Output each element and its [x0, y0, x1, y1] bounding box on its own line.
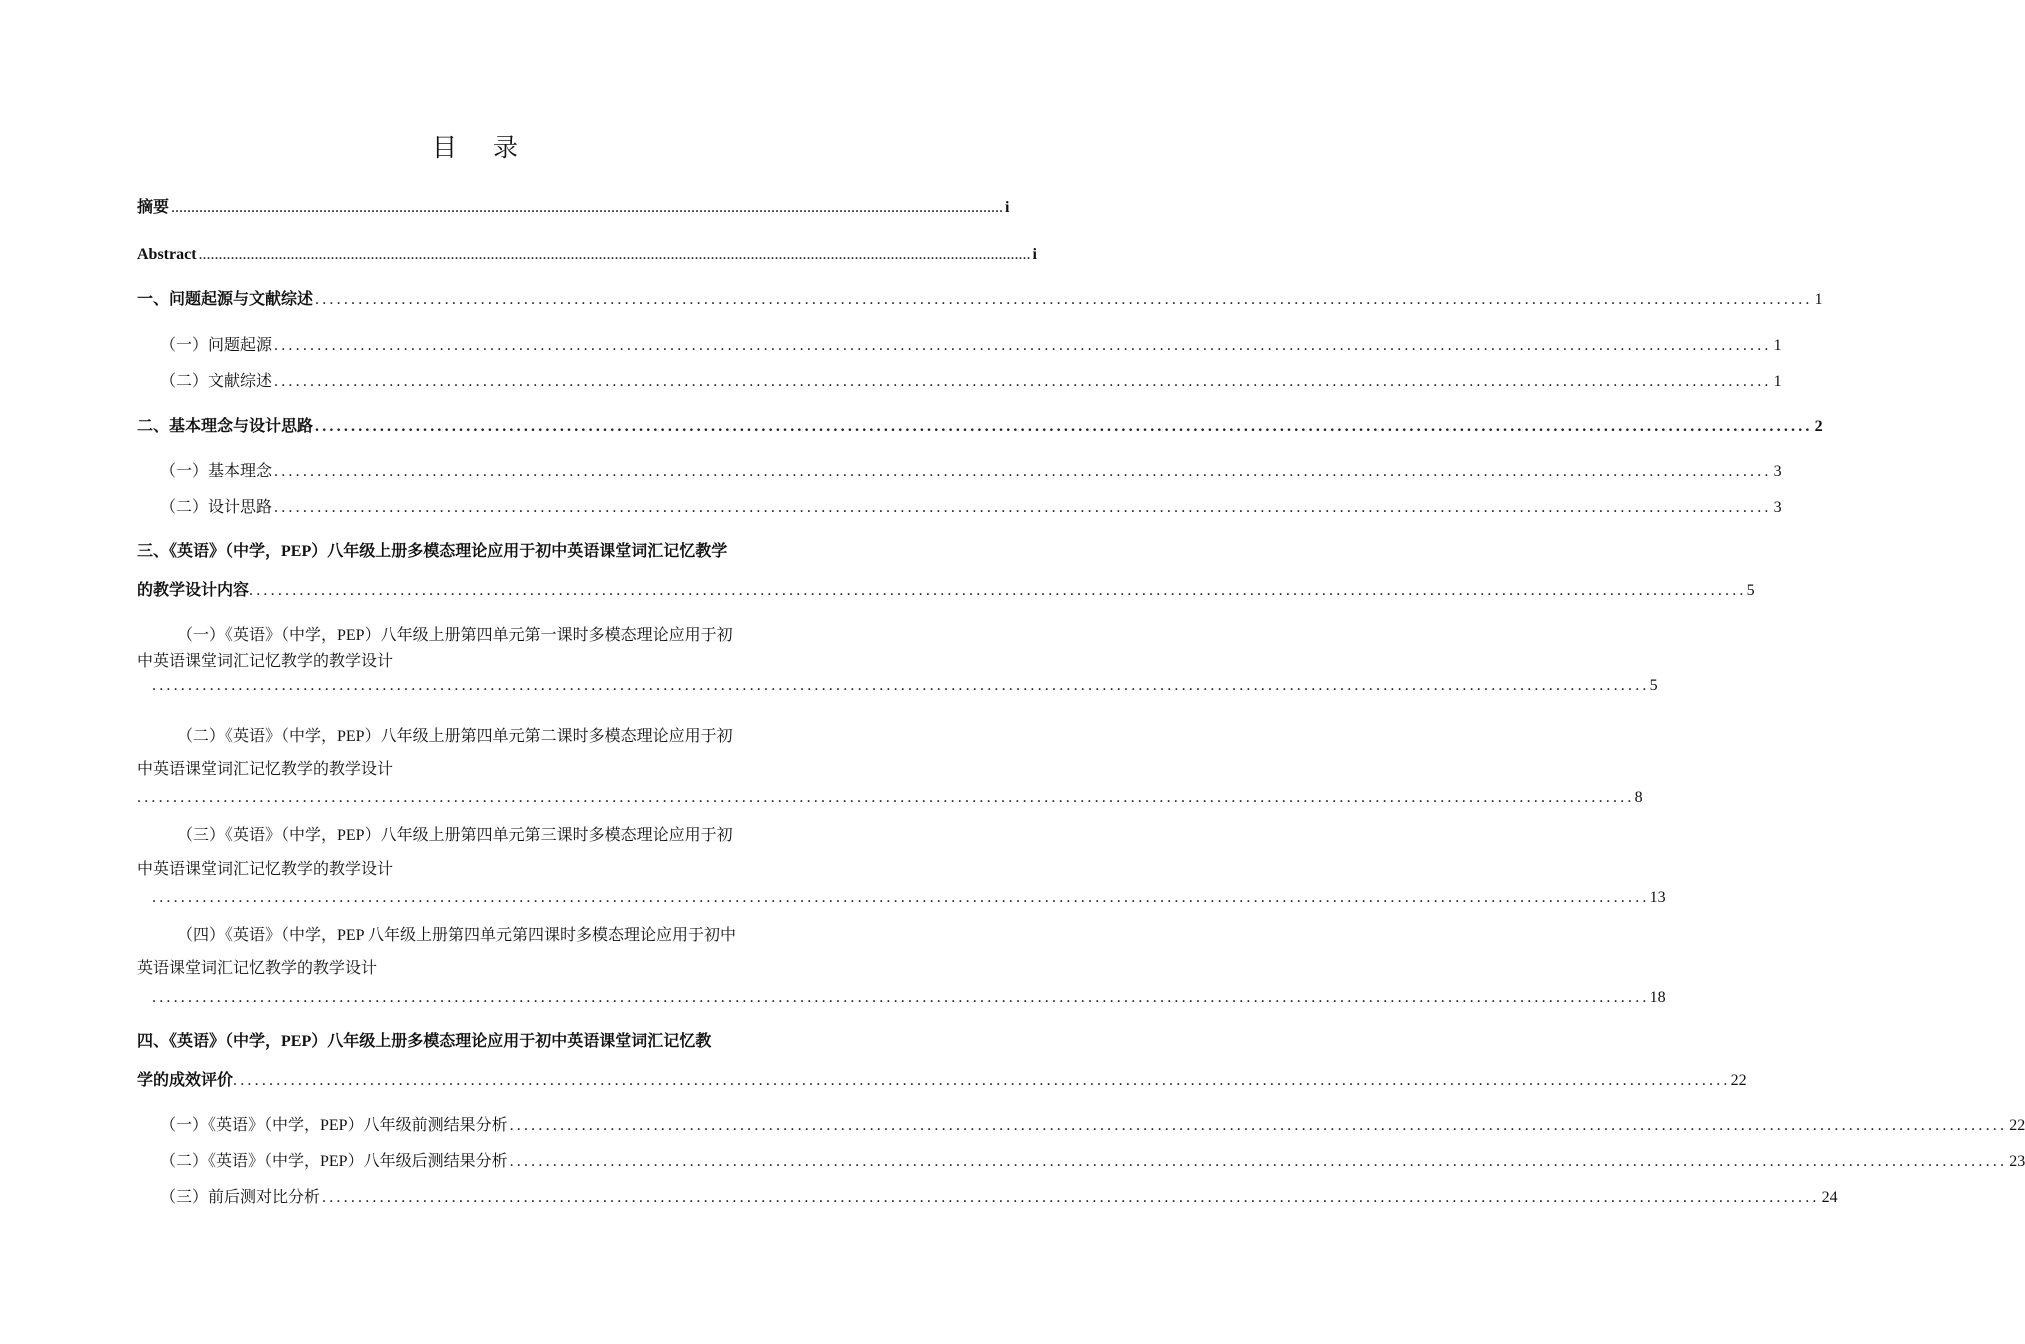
toc-leader-dots: ................................................................................................................................................................................................................ — [274, 499, 1772, 516]
toc-page-number: i — [1005, 199, 1010, 216]
toc-entry-label: 的教学设计内容 — [137, 582, 250, 599]
toc-entry-abstract-en[interactable] — [137, 245, 1037, 265]
toc-entry-label: （二）设计思路 — [160, 499, 273, 516]
toc-entry-chapter-3-line1[interactable]: 三、《英语》（中学，PEP）八年级上册多模态理论应用于初中英语课堂词汇记忆教学 — [137, 543, 728, 560]
toc-entry-3-2-line1[interactable]: （二）《英语》（中学，PEP）八年级上册第四单元第二课时多模态理论应用于初 — [177, 728, 733, 745]
toc-leader-dots: ................................................................................................................................................................................................................ — [509, 1153, 2008, 1170]
toc-page-number: 1 — [1814, 291, 1823, 308]
toc-page-number: 13 — [1649, 889, 1666, 906]
toc-page-number: 22 — [1730, 1072, 1747, 1089]
toc-entry-chapter-2[interactable] — [137, 417, 1823, 437]
toc-page-number: 23 — [2009, 1153, 2025, 1170]
toc-page-number: 3 — [1773, 499, 1782, 516]
toc-page-number: 2 — [1814, 418, 1823, 435]
toc-entry-label: （一）基本理念 — [160, 463, 273, 480]
toc-leader-dots: ................................................................................................................................................................................................................ — [274, 373, 1772, 390]
toc-entry-3-1-line1[interactable]: （一）《英语》（中学，PEP）八年级上册第四单元第一课时多模态理论应用于初 — [177, 627, 733, 644]
toc-leader-dots: ................................................................................................................................................................................................................ — [137, 789, 1635, 806]
toc-leader-dots: ................................................................................................................................................................................................................ — [249, 582, 1747, 599]
toc-entry-label: 学的成效评价 — [137, 1072, 234, 1089]
toc-entry-2-2[interactable] — [160, 498, 1782, 518]
toc-entry-3-2-line2[interactable]: 中英语课堂词汇记忆教学的教学设计 — [137, 761, 394, 778]
toc-entry-3-4-line1[interactable]: （四）《英语》（中学，PEP 八年级上册第四单元第四课时多模态理论应用于初中 — [177, 927, 736, 944]
toc-entry-label: 一、问题起源与文献综述 — [137, 291, 314, 308]
toc-entry-4-1[interactable] — [160, 1116, 2025, 1136]
toc-page-number: 8 — [1634, 789, 1643, 806]
toc-page-number: 3 — [1773, 463, 1782, 480]
toc-leader-dots: ................................................................................................................................................................................................................ — [315, 418, 1813, 435]
toc-leader-dots: ................................................................................................................................................................................................................ — [274, 463, 1772, 480]
toc-page-number: i — [1032, 246, 1037, 263]
toc-entry-3-1-leader[interactable] — [152, 676, 1658, 696]
toc-leader-dots: ................................................................................................................................................................................................................ — [198, 246, 1031, 263]
toc-page-number: 1 — [1773, 337, 1782, 354]
toc-entry-3-3-leader[interactable] — [152, 888, 1666, 908]
toc-page-number: 24 — [1821, 1189, 1838, 1206]
toc-entry-3-3-line2[interactable]: 中英语课堂词汇记忆教学的教学设计 — [137, 861, 394, 878]
toc-page-number: 5 — [1649, 677, 1658, 694]
toc-entry-label: （二）《英语》（中学，PEP）八年级后测结果分析 — [160, 1153, 508, 1170]
toc-title: 目 录 — [432, 133, 532, 162]
toc-page-number: 18 — [1649, 989, 1666, 1006]
toc-entry-label: （一）《英语》（中学，PEP）八年级前测结果分析 — [160, 1117, 508, 1134]
toc-page-number: 5 — [1746, 582, 1755, 599]
toc-entry-4-3[interactable] — [160, 1188, 1838, 1208]
toc-leader-dots: ................................................................................................................................................................................................................ — [171, 199, 1004, 216]
toc-leader-dots: ................................................................................................................................................................................................................ — [274, 337, 1772, 354]
toc-page-number: 1 — [1773, 373, 1782, 390]
toc-entry-4-2[interactable] — [160, 1152, 2025, 1172]
toc-entry-label: Abstract — [137, 246, 197, 263]
toc-entry-2-1[interactable] — [160, 462, 1782, 482]
toc-entry-3-1-line2[interactable]: 中英语课堂词汇记忆教学的教学设计 — [137, 653, 394, 670]
toc-leader-dots: ................................................................................................................................................................................................................ — [152, 889, 1650, 906]
toc-entry-label: 二、基本理念与设计思路 — [137, 418, 314, 435]
toc-page-number: 22 — [2009, 1117, 2025, 1134]
toc-entry-chapter-4-line1[interactable]: 四、《英语》（中学，PEP）八年级上册多模态理论应用于初中英语课堂词汇记忆教 — [137, 1033, 712, 1050]
toc-entry-3-4-line2[interactable]: 英语课堂词汇记忆教学的教学设计 — [137, 960, 378, 977]
toc-leader-dots: ................................................................................................................................................................................................................ — [322, 1189, 1820, 1206]
toc-entry-1-1[interactable] — [160, 336, 1782, 356]
toc-entry-chapter-4-line2[interactable] — [137, 1071, 1747, 1091]
toc-entry-3-3-line1[interactable]: （三）《英语》（中学，PEP）八年级上册第四单元第三课时多模态理论应用于初 — [177, 827, 733, 844]
toc-leader-dots: ................................................................................................................................................................................................................ — [509, 1117, 2008, 1134]
toc-leader-dots: ................................................................................................................................................................................................................ — [152, 989, 1650, 1006]
toc-leader-dots: ................................................................................................................................................................................................................ — [315, 291, 1813, 308]
toc-entry-chapter-1[interactable] — [137, 290, 1823, 310]
toc-entry-3-4-leader[interactable] — [152, 988, 1666, 1008]
toc-entry-chapter-3-line2[interactable] — [137, 581, 1755, 601]
toc-entry-3-2-leader[interactable] — [137, 788, 1643, 808]
toc-leader-dots: ................................................................................................................................................................................................................ — [152, 677, 1650, 694]
toc-entry-label: 摘要 — [137, 199, 170, 216]
toc-entry-1-2[interactable] — [160, 372, 1782, 392]
toc-entry-abstract-cn[interactable] — [137, 198, 1010, 218]
toc-leader-dots: ................................................................................................................................................................................................................ — [233, 1072, 1731, 1089]
toc-entry-label: （三）前后测对比分析 — [160, 1189, 321, 1206]
toc-entry-label: （一）问题起源 — [160, 337, 273, 354]
toc-entry-label: （二）文献综述 — [160, 373, 273, 390]
